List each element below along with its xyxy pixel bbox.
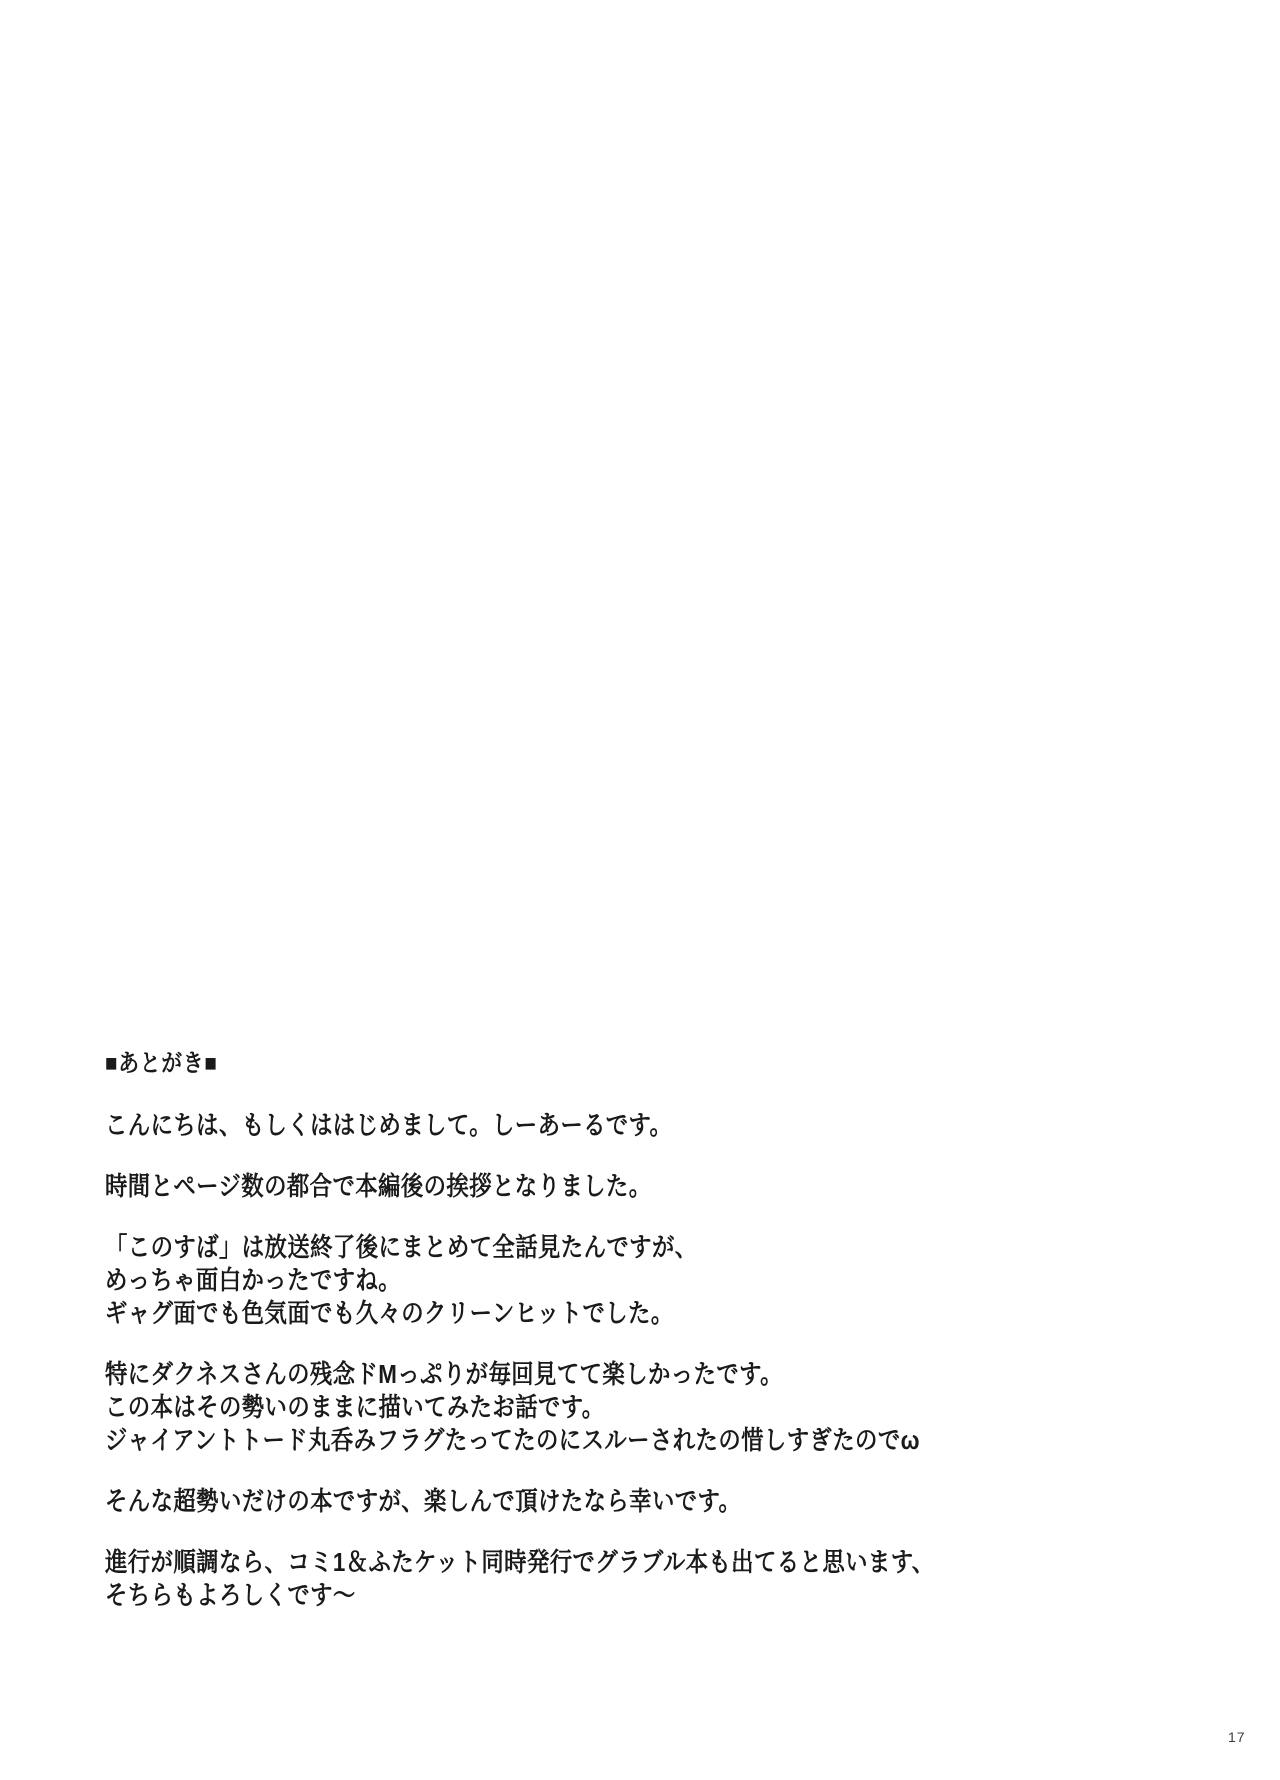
afterword-block [105,1049,1051,1640]
afterword-heading: ■あとがき■ [105,1050,218,1077]
afterword-paragraph-greeting [105,1109,1051,1142]
afterword-line: ジャイアントトード丸呑みフラグたってたのにスルーされたの惜しすぎたのでω [105,1425,920,1455]
afterword-line: 「このすば」は放送終了後にまとめて全話見たんですが、 [105,1232,698,1262]
afterword-paragraph-placement [105,1170,1051,1203]
afterword-line: 進行が順調なら、コミ1＆ふたケット同時発行でグラブル本も出てると思います、 [105,1547,935,1577]
afterword-line: この本はその勢いのままに描いてみたお話です。 [105,1392,605,1422]
afterword-line: ギャグ面でも色気面でも久々のクリーンヒットでした。 [105,1298,674,1328]
afterword-paragraph-character [105,1358,1051,1457]
afterword-paragraph-thanks [105,1485,1051,1518]
afterword-paragraph-show-impressions [105,1231,1051,1330]
afterword-line: めっちゃ面白かったですね。 [105,1265,402,1295]
afterword-paragraph-next-works [105,1546,1051,1612]
afterword-line: 特にダクネスさんの残念ドMっぷりが毎回見てて楽しかったです。 [105,1359,783,1389]
afterword-line: こんにちは、もしくははじめまして。しーあーるです。 [105,1110,673,1140]
afterword-line: そちらもよろしくです～ [105,1580,356,1610]
afterword-line: そんな超勢いだけの本ですが、楽しんで頂けたなら幸いです。 [105,1486,742,1516]
page-number: 17 [1228,1729,1246,1745]
afterword-line: 時間とページ数の都合で本編後の挨拶となりました。 [105,1171,652,1201]
